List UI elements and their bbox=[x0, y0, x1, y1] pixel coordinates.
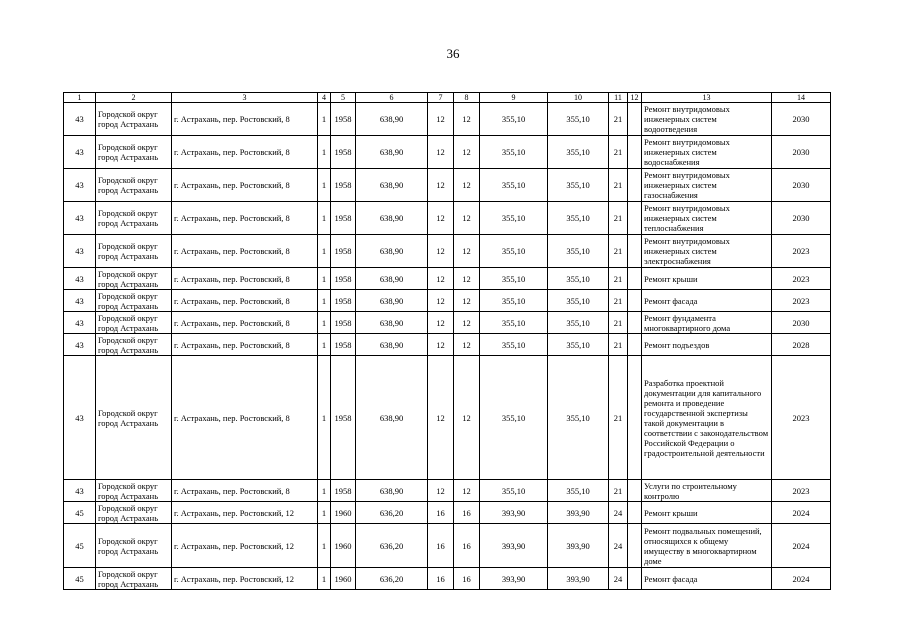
cell-col-12-value bbox=[628, 334, 642, 356]
cell-col-8-value: 12 bbox=[454, 202, 480, 235]
cell-col-11-value: 21 bbox=[609, 312, 628, 334]
cell-col-12-value bbox=[628, 103, 642, 136]
cell-year-built: 1958 bbox=[331, 312, 356, 334]
cell-col-10-value: 355,10 bbox=[548, 103, 609, 136]
page-number: 36 bbox=[446, 46, 460, 61]
cell-year-built: 1958 bbox=[331, 169, 356, 202]
cell-col-4-value: 1 bbox=[318, 268, 331, 290]
cell-row-number: 43 bbox=[64, 356, 96, 480]
cell-col-7-value: 16 bbox=[428, 502, 454, 524]
cell-address: г. Астрахань, пер. Ростовский, 8 bbox=[172, 235, 318, 268]
cell-work-type: Услуги по строительному контролю bbox=[642, 480, 772, 502]
cell-work-type: Разработка проектной документации для капитального ремонта и проведение государственной экспертизы такой документации в соответствии с законодательством Российской Федерации о градостроительной деятельности bbox=[642, 356, 772, 480]
cell-col-10-value: 355,10 bbox=[548, 480, 609, 502]
cell-col-10-value: 355,10 bbox=[548, 136, 609, 169]
cell-address: г. Астрахань, пер. Ростовский, 8 bbox=[172, 312, 318, 334]
cell-col-7-value: 12 bbox=[428, 480, 454, 502]
cell-year-built: 1958 bbox=[331, 356, 356, 480]
cell-col-12-value bbox=[628, 235, 642, 268]
cell-planned-year: 2030 bbox=[772, 169, 831, 202]
table-row bbox=[64, 524, 831, 568]
cell-total-area: 636,20 bbox=[356, 568, 428, 590]
cell-work-type: Ремонт внутридомовых инженерных систем газоснабжения bbox=[642, 169, 772, 202]
cell-col-9-value: 393,90 bbox=[480, 568, 548, 590]
cell-planned-year: 2023 bbox=[772, 268, 831, 290]
cell-col-7-value: 16 bbox=[428, 524, 454, 568]
cell-total-area: 638,90 bbox=[356, 202, 428, 235]
column-header: 10 bbox=[548, 93, 609, 103]
cell-col-9-value: 355,10 bbox=[480, 169, 548, 202]
cell-address: г. Астрахань, пер. Ростовский, 8 bbox=[172, 268, 318, 290]
cell-col-11-value: 21 bbox=[609, 103, 628, 136]
cell-col-10-value: 393,90 bbox=[548, 524, 609, 568]
cell-col-10-value: 355,10 bbox=[548, 268, 609, 290]
column-header: 12 bbox=[628, 93, 642, 103]
cell-municipality: Городской округ город Астрахань bbox=[96, 290, 172, 312]
column-header: 9 bbox=[480, 93, 548, 103]
cell-col-12-value bbox=[628, 169, 642, 202]
cell-col-9-value: 355,10 bbox=[480, 334, 548, 356]
column-header: 6 bbox=[356, 93, 428, 103]
cell-address: г. Астрахань, пер. Ростовский, 8 bbox=[172, 290, 318, 312]
table-row bbox=[64, 356, 831, 480]
cell-col-11-value: 21 bbox=[609, 290, 628, 312]
cell-col-11-value: 21 bbox=[609, 268, 628, 290]
cell-total-area: 638,90 bbox=[356, 103, 428, 136]
cell-col-11-value: 21 bbox=[609, 235, 628, 268]
cell-planned-year: 2023 bbox=[772, 290, 831, 312]
cell-total-area: 638,90 bbox=[356, 136, 428, 169]
cell-col-7-value: 12 bbox=[428, 202, 454, 235]
cell-total-area: 638,90 bbox=[356, 268, 428, 290]
cell-col-9-value: 355,10 bbox=[480, 480, 548, 502]
table-row bbox=[64, 290, 831, 312]
cell-col-11-value: 24 bbox=[609, 524, 628, 568]
cell-col-10-value: 355,10 bbox=[548, 312, 609, 334]
cell-planned-year: 2030 bbox=[772, 103, 831, 136]
cell-col-4-value: 1 bbox=[318, 290, 331, 312]
cell-col-7-value: 12 bbox=[428, 334, 454, 356]
cell-col-10-value: 355,10 bbox=[548, 235, 609, 268]
cell-col-4-value: 1 bbox=[318, 103, 331, 136]
table-row bbox=[64, 136, 831, 169]
column-header: 5 bbox=[331, 93, 356, 103]
table-row bbox=[64, 502, 831, 524]
cell-row-number: 43 bbox=[64, 480, 96, 502]
cell-col-9-value: 355,10 bbox=[480, 103, 548, 136]
cell-municipality: Городской округ город Астрахань bbox=[96, 235, 172, 268]
cell-total-area: 638,90 bbox=[356, 290, 428, 312]
cell-municipality: Городской округ город Астрахань bbox=[96, 103, 172, 136]
cell-col-12-value bbox=[628, 312, 642, 334]
cell-address: г. Астрахань, пер. Ростовский, 12 bbox=[172, 568, 318, 590]
cell-total-area: 638,90 bbox=[356, 480, 428, 502]
cell-col-12-value bbox=[628, 568, 642, 590]
cell-col-11-value: 21 bbox=[609, 202, 628, 235]
cell-planned-year: 2024 bbox=[772, 502, 831, 524]
cell-address: г. Астрахань, пер. Ростовский, 8 bbox=[172, 136, 318, 169]
cell-col-4-value: 1 bbox=[318, 202, 331, 235]
cell-col-8-value: 12 bbox=[454, 290, 480, 312]
cell-work-type: Ремонт фасада bbox=[642, 568, 772, 590]
cell-col-4-value: 1 bbox=[318, 169, 331, 202]
cell-planned-year: 2030 bbox=[772, 136, 831, 169]
table-row bbox=[64, 103, 831, 136]
column-header: 13 bbox=[642, 93, 772, 103]
cell-work-type: Ремонт крыши bbox=[642, 268, 772, 290]
cell-planned-year: 2023 bbox=[772, 480, 831, 502]
cell-col-8-value: 16 bbox=[454, 568, 480, 590]
cell-row-number: 43 bbox=[64, 290, 96, 312]
cell-municipality: Городской округ город Астрахань bbox=[96, 502, 172, 524]
cell-row-number: 43 bbox=[64, 202, 96, 235]
table-row bbox=[64, 568, 831, 590]
cell-col-10-value: 355,10 bbox=[548, 202, 609, 235]
cell-address: г. Астрахань, пер. Ростовский, 8 bbox=[172, 169, 318, 202]
cell-col-8-value: 16 bbox=[454, 524, 480, 568]
cell-col-11-value: 24 bbox=[609, 568, 628, 590]
cell-municipality: Городской округ город Астрахань bbox=[96, 568, 172, 590]
cell-col-10-value: 393,90 bbox=[548, 502, 609, 524]
cell-planned-year: 2030 bbox=[772, 312, 831, 334]
cell-address: г. Астрахань, пер. Ростовский, 12 bbox=[172, 502, 318, 524]
cell-col-9-value: 355,10 bbox=[480, 290, 548, 312]
cell-col-8-value: 12 bbox=[454, 169, 480, 202]
cell-col-10-value: 355,10 bbox=[548, 169, 609, 202]
cell-row-number: 43 bbox=[64, 312, 96, 334]
cell-work-type: Ремонт крыши bbox=[642, 502, 772, 524]
cell-col-4-value: 1 bbox=[318, 136, 331, 169]
cell-work-type: Ремонт фасада bbox=[642, 290, 772, 312]
cell-col-12-value bbox=[628, 268, 642, 290]
cell-work-type: Ремонт подвальных помещений, относящихся к общему имуществу в многоквартирном доме bbox=[642, 524, 772, 568]
cell-municipality: Городской округ город Астрахань bbox=[96, 524, 172, 568]
cell-col-4-value: 1 bbox=[318, 356, 331, 480]
table-row bbox=[64, 235, 831, 268]
cell-row-number: 45 bbox=[64, 502, 96, 524]
cell-planned-year: 2023 bbox=[772, 356, 831, 480]
cell-col-9-value: 355,10 bbox=[480, 235, 548, 268]
cell-col-4-value: 1 bbox=[318, 312, 331, 334]
cell-address: г. Астрахань, пер. Ростовский, 8 bbox=[172, 480, 318, 502]
cell-municipality: Городской округ город Астрахань bbox=[96, 202, 172, 235]
cell-year-built: 1958 bbox=[331, 480, 356, 502]
cell-col-11-value: 21 bbox=[609, 169, 628, 202]
cell-col-4-value: 1 bbox=[318, 480, 331, 502]
cell-municipality: Городской округ город Астрахань bbox=[96, 312, 172, 334]
cell-row-number: 43 bbox=[64, 268, 96, 290]
cell-year-built: 1958 bbox=[331, 202, 356, 235]
cell-row-number: 43 bbox=[64, 235, 96, 268]
cell-total-area: 638,90 bbox=[356, 334, 428, 356]
cell-col-9-value: 355,10 bbox=[480, 136, 548, 169]
cell-col-11-value: 21 bbox=[609, 480, 628, 502]
table-body bbox=[64, 103, 831, 590]
cell-row-number: 45 bbox=[64, 524, 96, 568]
cell-municipality: Городской округ город Астрахань bbox=[96, 480, 172, 502]
cell-address: г. Астрахань, пер. Ростовский, 8 bbox=[172, 356, 318, 480]
cell-col-12-value bbox=[628, 524, 642, 568]
cell-address: г. Астрахань, пер. Ростовский, 12 bbox=[172, 524, 318, 568]
table-row bbox=[64, 169, 831, 202]
cell-col-7-value: 12 bbox=[428, 356, 454, 480]
cell-total-area: 638,90 bbox=[356, 169, 428, 202]
cell-col-11-value: 21 bbox=[609, 334, 628, 356]
cell-municipality: Городской округ город Астрахань bbox=[96, 334, 172, 356]
cell-col-12-value bbox=[628, 480, 642, 502]
cell-col-7-value: 16 bbox=[428, 568, 454, 590]
cell-col-10-value: 355,10 bbox=[548, 356, 609, 480]
column-header: 7 bbox=[428, 93, 454, 103]
cell-work-type: Ремонт внутридомовых инженерных систем водоснабжения bbox=[642, 136, 772, 169]
cell-municipality: Городской округ город Астрахань bbox=[96, 169, 172, 202]
cell-year-built: 1958 bbox=[331, 103, 356, 136]
cell-work-type: Ремонт внутридомовых инженерных систем теплоснабжения bbox=[642, 202, 772, 235]
header-row bbox=[64, 93, 831, 103]
cell-col-7-value: 12 bbox=[428, 235, 454, 268]
cell-total-area: 638,90 bbox=[356, 235, 428, 268]
cell-col-8-value: 12 bbox=[454, 103, 480, 136]
cell-col-7-value: 12 bbox=[428, 169, 454, 202]
cell-year-built: 1958 bbox=[331, 290, 356, 312]
cell-col-8-value: 12 bbox=[454, 312, 480, 334]
cell-municipality: Городской округ город Астрахань bbox=[96, 136, 172, 169]
cell-planned-year: 2023 bbox=[772, 235, 831, 268]
cell-work-type: Ремонт внутридомовых инженерных систем водоотведения bbox=[642, 103, 772, 136]
cell-col-7-value: 12 bbox=[428, 136, 454, 169]
cell-work-type: Ремонт подъездов bbox=[642, 334, 772, 356]
cell-col-4-value: 1 bbox=[318, 334, 331, 356]
cell-col-10-value: 355,10 bbox=[548, 334, 609, 356]
cell-address: г. Астрахань, пер. Ростовский, 8 bbox=[172, 334, 318, 356]
cell-col-4-value: 1 bbox=[318, 568, 331, 590]
cell-col-4-value: 1 bbox=[318, 235, 331, 268]
table-row bbox=[64, 334, 831, 356]
cell-row-number: 43 bbox=[64, 136, 96, 169]
cell-col-8-value: 12 bbox=[454, 334, 480, 356]
table-row bbox=[64, 480, 831, 502]
cell-col-7-value: 12 bbox=[428, 290, 454, 312]
cell-year-built: 1958 bbox=[331, 235, 356, 268]
cell-year-built: 1960 bbox=[331, 502, 356, 524]
cell-col-7-value: 12 bbox=[428, 312, 454, 334]
cell-col-4-value: 1 bbox=[318, 502, 331, 524]
table-row bbox=[64, 312, 831, 334]
column-header: 8 bbox=[454, 93, 480, 103]
cell-col-4-value: 1 bbox=[318, 524, 331, 568]
cell-total-area: 638,90 bbox=[356, 356, 428, 480]
cell-col-9-value: 393,90 bbox=[480, 524, 548, 568]
column-header: 3 bbox=[172, 93, 318, 103]
cell-row-number: 43 bbox=[64, 169, 96, 202]
cell-col-11-value: 21 bbox=[609, 136, 628, 169]
cell-row-number: 45 bbox=[64, 568, 96, 590]
cell-col-8-value: 12 bbox=[454, 268, 480, 290]
column-header: 4 bbox=[318, 93, 331, 103]
cell-col-9-value: 355,10 bbox=[480, 202, 548, 235]
cell-address: г. Астрахань, пер. Ростовский, 8 bbox=[172, 202, 318, 235]
cell-col-9-value: 393,90 bbox=[480, 502, 548, 524]
cell-col-8-value: 12 bbox=[454, 480, 480, 502]
column-header: 14 bbox=[772, 93, 831, 103]
table-row bbox=[64, 268, 831, 290]
cell-total-area: 636,20 bbox=[356, 502, 428, 524]
cell-col-12-value bbox=[628, 356, 642, 480]
column-header: 11 bbox=[609, 93, 628, 103]
cell-year-built: 1960 bbox=[331, 568, 356, 590]
cell-col-7-value: 12 bbox=[428, 268, 454, 290]
cell-address: г. Астрахань, пер. Ростовский, 8 bbox=[172, 103, 318, 136]
cell-year-built: 1958 bbox=[331, 268, 356, 290]
cell-year-built: 1960 bbox=[331, 524, 356, 568]
table-row bbox=[64, 202, 831, 235]
cell-col-10-value: 355,10 bbox=[548, 290, 609, 312]
cell-year-built: 1958 bbox=[331, 136, 356, 169]
cell-col-7-value: 12 bbox=[428, 103, 454, 136]
cell-col-8-value: 12 bbox=[454, 136, 480, 169]
cell-col-9-value: 355,10 bbox=[480, 356, 548, 480]
cell-col-12-value bbox=[628, 290, 642, 312]
cell-col-12-value bbox=[628, 202, 642, 235]
column-header: 1 bbox=[64, 93, 96, 103]
cell-row-number: 43 bbox=[64, 334, 96, 356]
cell-total-area: 636,20 bbox=[356, 524, 428, 568]
cell-planned-year: 2024 bbox=[772, 568, 831, 590]
cell-col-12-value bbox=[628, 136, 642, 169]
cell-total-area: 638,90 bbox=[356, 312, 428, 334]
column-header: 2 bbox=[96, 93, 172, 103]
cell-municipality: Городской округ город Астрахань bbox=[96, 268, 172, 290]
cell-year-built: 1958 bbox=[331, 334, 356, 356]
cell-work-type: Ремонт фундамента многоквартирного дома bbox=[642, 312, 772, 334]
cell-col-12-value bbox=[628, 502, 642, 524]
cell-planned-year: 2028 bbox=[772, 334, 831, 356]
cell-col-8-value: 12 bbox=[454, 356, 480, 480]
cell-row-number: 43 bbox=[64, 103, 96, 136]
cell-col-8-value: 12 bbox=[454, 235, 480, 268]
cell-col-9-value: 355,10 bbox=[480, 268, 548, 290]
cell-planned-year: 2024 bbox=[772, 524, 831, 568]
cell-municipality: Городской округ город Астрахань bbox=[96, 356, 172, 480]
cell-col-10-value: 393,90 bbox=[548, 568, 609, 590]
capital-repair-table bbox=[63, 92, 831, 590]
cell-col-11-value: 24 bbox=[609, 502, 628, 524]
cell-work-type: Ремонт внутридомовых инженерных систем электроснабжения bbox=[642, 235, 772, 268]
cell-col-11-value: 21 bbox=[609, 356, 628, 480]
cell-col-9-value: 355,10 bbox=[480, 312, 548, 334]
cell-col-8-value: 16 bbox=[454, 502, 480, 524]
cell-planned-year: 2030 bbox=[772, 202, 831, 235]
